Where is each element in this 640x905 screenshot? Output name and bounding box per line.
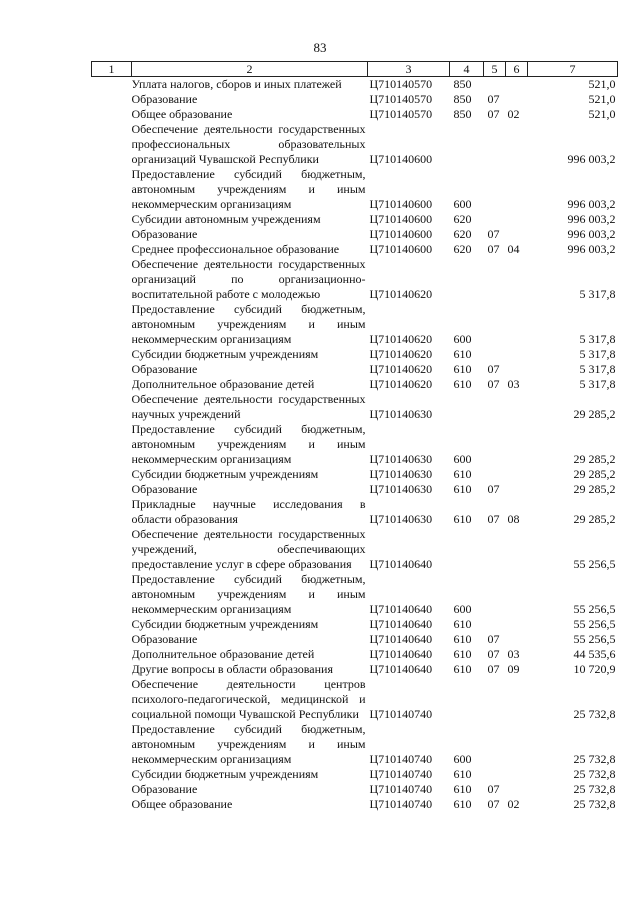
section-cell bbox=[484, 122, 506, 167]
table-row bbox=[92, 302, 618, 347]
budget-table bbox=[91, 61, 618, 812]
amount-cell: 25 732,8 bbox=[573, 797, 616, 811]
header-cell: 4 bbox=[450, 62, 484, 77]
subsection-cell bbox=[506, 422, 528, 467]
subsection-cell bbox=[506, 572, 528, 617]
section-cell: 07 bbox=[487, 512, 500, 526]
subsection-cell bbox=[506, 212, 528, 227]
amount-cell: 25 732,8 bbox=[573, 767, 616, 781]
table-row bbox=[92, 77, 618, 93]
target-article-cell: Ц710140640 bbox=[369, 557, 433, 571]
amount-cell: 29 285,2 bbox=[573, 452, 616, 466]
amount-cell: 996 003,2 bbox=[567, 227, 616, 241]
subsection-cell bbox=[506, 167, 528, 212]
expense-type-cell: 850 bbox=[453, 77, 472, 91]
section-cell: 07 bbox=[487, 242, 500, 256]
subsection-cell bbox=[506, 617, 528, 632]
section-cell bbox=[484, 212, 506, 227]
amount-cell: 25 732,8 bbox=[573, 752, 616, 766]
row-number-cell bbox=[92, 212, 132, 227]
row-name-cell: Обеспечение деятельности государственных организаций по организационно-воспитательной работе с молодежью bbox=[131, 257, 366, 301]
row-number-cell bbox=[92, 647, 132, 662]
header-cell: 6 bbox=[506, 62, 528, 77]
target-article-cell: Ц710140630 bbox=[369, 452, 433, 466]
row-number-cell bbox=[92, 677, 132, 722]
table-row bbox=[92, 377, 618, 392]
subsection-cell bbox=[506, 227, 528, 242]
row-number-cell bbox=[92, 257, 132, 302]
section-cell: 07 bbox=[487, 362, 500, 376]
row-name-cell: Среднее профессиональное образование bbox=[131, 242, 340, 256]
subsection-cell: 02 bbox=[507, 797, 520, 811]
section-cell bbox=[484, 722, 506, 767]
expense-type-cell: 610 bbox=[453, 347, 472, 361]
table-row bbox=[92, 467, 618, 482]
subsection-cell: 03 bbox=[507, 377, 520, 391]
row-name-cell: Другие вопросы в области образования bbox=[131, 662, 333, 676]
target-article-cell: Ц710140600 bbox=[369, 212, 433, 226]
expense-type-cell: 620 bbox=[453, 212, 472, 226]
target-article-cell: Ц710140740 bbox=[369, 752, 433, 766]
target-article-cell: Ц710140640 bbox=[369, 647, 433, 661]
expense-type-cell: 600 bbox=[453, 602, 472, 616]
table-row bbox=[92, 572, 618, 617]
row-number-cell bbox=[92, 362, 132, 377]
subsection-cell bbox=[506, 782, 528, 797]
section-cell bbox=[484, 422, 506, 467]
amount-cell: 25 732,8 bbox=[573, 707, 616, 721]
row-name-cell: Образование bbox=[131, 227, 198, 241]
amount-cell: 10 720,9 bbox=[573, 662, 616, 676]
section-cell bbox=[484, 302, 506, 347]
expense-type-cell: 600 bbox=[453, 332, 472, 346]
amount-cell: 29 285,2 bbox=[573, 512, 616, 526]
header-cell: 3 bbox=[368, 62, 450, 77]
amount-cell: 5 317,8 bbox=[579, 287, 616, 301]
amount-cell: 521,0 bbox=[588, 77, 616, 91]
table-row bbox=[92, 122, 618, 167]
amount-cell: 5 317,8 bbox=[579, 377, 616, 391]
expense-type-cell bbox=[450, 257, 484, 302]
expense-type-cell: 610 bbox=[453, 512, 472, 526]
section-cell bbox=[484, 467, 506, 482]
subsection-cell bbox=[506, 392, 528, 422]
expense-type-cell: 610 bbox=[453, 632, 472, 646]
target-article-cell: Ц710140740 bbox=[369, 707, 433, 721]
expense-type-cell bbox=[450, 122, 484, 167]
header-cell: 5 bbox=[484, 62, 506, 77]
row-name-cell: Уплата налогов, сборов и иных платежей bbox=[131, 77, 342, 91]
row-name-cell: Субсидии бюджетным учреждениям bbox=[131, 767, 319, 781]
expense-type-cell: 610 bbox=[453, 362, 472, 376]
amount-cell: 25 732,8 bbox=[573, 782, 616, 796]
expense-type-cell: 610 bbox=[453, 377, 472, 391]
target-article-cell: Ц710140630 bbox=[369, 482, 433, 496]
target-article-cell: Ц710140570 bbox=[369, 107, 433, 121]
row-number-cell bbox=[92, 302, 132, 347]
subsection-cell bbox=[506, 77, 528, 93]
row-number-cell bbox=[92, 572, 132, 617]
target-article-cell: Ц710140620 bbox=[369, 347, 433, 361]
amount-cell: 996 003,2 bbox=[567, 242, 616, 256]
row-name-cell: Субсидии бюджетным учреждениям bbox=[131, 617, 319, 631]
amount-cell: 521,0 bbox=[588, 92, 616, 106]
target-article-cell: Ц710140600 bbox=[369, 242, 433, 256]
section-cell bbox=[484, 347, 506, 362]
expense-type-cell bbox=[450, 677, 484, 722]
row-name-cell: Предоставление субсидий бюджетным, автономным учреждениям и иным некоммерческим организациям bbox=[131, 302, 366, 346]
section-cell bbox=[484, 527, 506, 572]
row-number-cell bbox=[92, 377, 132, 392]
section-cell: 07 bbox=[487, 632, 500, 646]
amount-cell: 29 285,2 bbox=[573, 407, 616, 421]
row-name-cell: Дополнительное образование детей bbox=[131, 647, 315, 661]
expense-type-cell: 610 bbox=[453, 647, 472, 661]
table-row bbox=[92, 227, 618, 242]
expense-type-cell: 610 bbox=[453, 767, 472, 781]
target-article-cell: Ц710140620 bbox=[369, 332, 433, 346]
row-name-cell: Субсидии автономным учреждениям bbox=[131, 212, 321, 226]
target-article-cell: Ц710140630 bbox=[369, 407, 433, 421]
expense-type-cell: 610 bbox=[453, 467, 472, 481]
amount-cell: 29 285,2 bbox=[573, 482, 616, 496]
table-row bbox=[92, 527, 618, 572]
target-article-cell: Ц710140740 bbox=[369, 767, 433, 781]
subsection-cell bbox=[506, 257, 528, 302]
row-name-cell: Общее образование bbox=[131, 797, 233, 811]
target-article-cell: Ц710140740 bbox=[369, 797, 433, 811]
target-article-cell: Ц710140630 bbox=[369, 467, 433, 481]
section-cell: 07 bbox=[487, 647, 500, 661]
table-row bbox=[92, 632, 618, 647]
target-article-cell: Ц710140570 bbox=[369, 92, 433, 106]
target-article-cell: Ц710140620 bbox=[369, 362, 433, 376]
expense-type-cell: 600 bbox=[453, 452, 472, 466]
expense-type-cell bbox=[450, 392, 484, 422]
row-number-cell bbox=[92, 107, 132, 122]
row-name-cell: Субсидии бюджетным учреждениям bbox=[131, 467, 319, 481]
subsection-cell bbox=[506, 122, 528, 167]
row-name-cell: Обеспечение деятельности центров психолого-педагогической, медицинской и социальной помощи Чувашской Республики bbox=[131, 677, 366, 721]
row-name-cell: Прикладные научные исследования в области образования bbox=[131, 497, 366, 526]
table-row bbox=[92, 797, 618, 812]
row-number-cell bbox=[92, 722, 132, 767]
subsection-cell bbox=[506, 362, 528, 377]
section-cell bbox=[484, 257, 506, 302]
expense-type-cell: 610 bbox=[453, 782, 472, 796]
table-row bbox=[92, 662, 618, 677]
row-number-cell bbox=[92, 467, 132, 482]
target-article-cell: Ц710140570 bbox=[369, 77, 433, 91]
table-row bbox=[92, 242, 618, 257]
row-number-cell bbox=[92, 122, 132, 167]
row-number-cell bbox=[92, 422, 132, 467]
row-number-cell bbox=[92, 92, 132, 107]
row-number-cell bbox=[92, 167, 132, 212]
table-header-row bbox=[92, 62, 618, 77]
row-number-cell bbox=[92, 632, 132, 647]
row-name-cell: Дополнительное образование детей bbox=[131, 377, 315, 391]
target-article-cell: Ц710140640 bbox=[369, 602, 433, 616]
subsection-cell bbox=[506, 467, 528, 482]
target-article-cell: Ц710140640 bbox=[369, 662, 433, 676]
expense-type-cell: 850 bbox=[453, 92, 472, 106]
expense-type-cell: 610 bbox=[453, 797, 472, 811]
section-cell: 07 bbox=[487, 227, 500, 241]
amount-cell: 5 317,8 bbox=[579, 332, 616, 346]
page-number: 83 bbox=[313, 40, 327, 55]
section-cell: 07 bbox=[487, 377, 500, 391]
row-name-cell: Обеспечение деятельности государственных учреждений, обеспечивающих предоставление услуг в сфере образования bbox=[131, 527, 366, 571]
amount-cell: 5 317,8 bbox=[579, 362, 616, 376]
table-row bbox=[92, 647, 618, 662]
row-name-cell: Обеспечение деятельности государственных профессиональных образовательных организаций Чувашской Республики bbox=[131, 122, 366, 166]
subsection-cell: 04 bbox=[507, 242, 520, 256]
row-name-cell: Образование bbox=[131, 92, 198, 106]
row-number-cell bbox=[92, 527, 132, 572]
row-name-cell: Субсидии бюджетным учреждениям bbox=[131, 347, 319, 361]
amount-cell: 55 256,5 bbox=[573, 557, 616, 571]
target-article-cell: Ц710140600 bbox=[369, 197, 433, 211]
row-name-cell: Предоставление субсидий бюджетным, автономным учреждениям и иным некоммерческим организациям bbox=[131, 422, 366, 466]
subsection-cell bbox=[506, 482, 528, 497]
amount-cell: 55 256,5 bbox=[573, 602, 616, 616]
section-cell: 07 bbox=[487, 107, 500, 121]
row-number-cell bbox=[92, 617, 132, 632]
amount-cell: 996 003,2 bbox=[567, 197, 616, 211]
target-article-cell: Ц710140620 bbox=[369, 377, 433, 391]
amount-cell: 44 535,6 bbox=[573, 647, 616, 661]
section-cell bbox=[484, 572, 506, 617]
row-number-cell bbox=[92, 242, 132, 257]
subsection-cell bbox=[506, 767, 528, 782]
table-row bbox=[92, 782, 618, 797]
subsection-cell: 09 bbox=[507, 662, 520, 676]
target-article-cell: Ц710140630 bbox=[369, 512, 433, 526]
target-article-cell: Ц710140620 bbox=[369, 287, 433, 301]
row-name-cell: Образование bbox=[131, 362, 198, 376]
subsection-cell: 02 bbox=[507, 107, 520, 121]
amount-cell: 996 003,2 bbox=[567, 152, 616, 166]
amount-cell: 5 317,8 bbox=[579, 347, 616, 361]
row-number-cell bbox=[92, 347, 132, 362]
table-row bbox=[92, 167, 618, 212]
subsection-cell bbox=[506, 677, 528, 722]
row-name-cell: Образование bbox=[131, 482, 198, 496]
table-row bbox=[92, 482, 618, 497]
row-number-cell bbox=[92, 497, 132, 527]
subsection-cell bbox=[506, 527, 528, 572]
subsection-cell bbox=[506, 347, 528, 362]
target-article-cell: Ц710140740 bbox=[369, 782, 433, 796]
expense-type-cell: 610 bbox=[453, 617, 472, 631]
table-row bbox=[92, 422, 618, 467]
subsection-cell: 03 bbox=[507, 647, 520, 661]
expense-type-cell: 620 bbox=[453, 227, 472, 241]
section-cell: 07 bbox=[487, 482, 500, 496]
section-cell bbox=[484, 77, 506, 93]
section-cell: 07 bbox=[487, 662, 500, 676]
target-article-cell: Ц710140600 bbox=[369, 152, 433, 166]
expense-type-cell: 850 bbox=[453, 107, 472, 121]
row-name-cell: Обеспечение деятельности государственных научных учреждений bbox=[131, 392, 366, 421]
section-cell: 07 bbox=[487, 782, 500, 796]
table-row bbox=[92, 92, 618, 107]
target-article-cell: Ц710140640 bbox=[369, 632, 433, 646]
row-number-cell bbox=[92, 662, 132, 677]
subsection-cell bbox=[506, 92, 528, 107]
section-cell bbox=[484, 617, 506, 632]
row-number-cell bbox=[92, 392, 132, 422]
amount-cell: 521,0 bbox=[588, 107, 616, 121]
row-number-cell bbox=[92, 227, 132, 242]
table-row bbox=[92, 392, 618, 422]
table-row bbox=[92, 677, 618, 722]
row-name-cell: Образование bbox=[131, 782, 198, 796]
table-row bbox=[92, 347, 618, 362]
subsection-cell: 08 bbox=[507, 512, 520, 526]
subsection-cell bbox=[506, 722, 528, 767]
subsection-cell bbox=[506, 632, 528, 647]
row-number-cell bbox=[92, 482, 132, 497]
table-row bbox=[92, 767, 618, 782]
section-cell bbox=[484, 392, 506, 422]
row-number-cell bbox=[92, 767, 132, 782]
table-row bbox=[92, 212, 618, 227]
section-cell bbox=[484, 677, 506, 722]
amount-cell: 29 285,2 bbox=[573, 467, 616, 481]
section-cell: 07 bbox=[487, 92, 500, 106]
header-cell: 2 bbox=[132, 62, 368, 77]
amount-cell: 55 256,5 bbox=[573, 617, 616, 631]
row-number-cell bbox=[92, 77, 132, 93]
expense-type-cell: 600 bbox=[453, 197, 472, 211]
table-row bbox=[92, 722, 618, 767]
section-cell bbox=[484, 167, 506, 212]
table-row bbox=[92, 107, 618, 122]
target-article-cell: Ц710140600 bbox=[369, 227, 433, 241]
row-name-cell: Общее образование bbox=[131, 107, 233, 121]
section-cell bbox=[484, 767, 506, 782]
target-article-cell: Ц710140640 bbox=[369, 617, 433, 631]
expense-type-cell: 610 bbox=[453, 662, 472, 676]
row-name-cell: Предоставление субсидий бюджетным, автономным учреждениям и иным некоммерческим организациям bbox=[131, 167, 366, 211]
subsection-cell bbox=[506, 302, 528, 347]
amount-cell: 996 003,2 bbox=[567, 212, 616, 226]
expense-type-cell bbox=[450, 527, 484, 572]
expense-type-cell: 600 bbox=[453, 752, 472, 766]
expense-type-cell: 620 bbox=[453, 242, 472, 256]
table-row bbox=[92, 362, 618, 377]
table-row bbox=[92, 257, 618, 302]
table-row bbox=[92, 497, 618, 527]
row-name-cell: Образование bbox=[131, 632, 198, 646]
row-number-cell bbox=[92, 797, 132, 812]
row-name-cell: Предоставление субсидий бюджетным, автономным учреждениям и иным некоммерческим организациям bbox=[131, 722, 366, 766]
section-cell: 07 bbox=[487, 797, 500, 811]
table-row bbox=[92, 617, 618, 632]
header-cell: 7 bbox=[528, 62, 618, 77]
header-cell: 1 bbox=[92, 62, 132, 77]
row-number-cell bbox=[92, 782, 132, 797]
amount-cell: 55 256,5 bbox=[573, 632, 616, 646]
expense-type-cell: 610 bbox=[453, 482, 472, 496]
row-name-cell: Предоставление субсидий бюджетным, автономным учреждениям и иным некоммерческим организациям bbox=[131, 572, 366, 616]
